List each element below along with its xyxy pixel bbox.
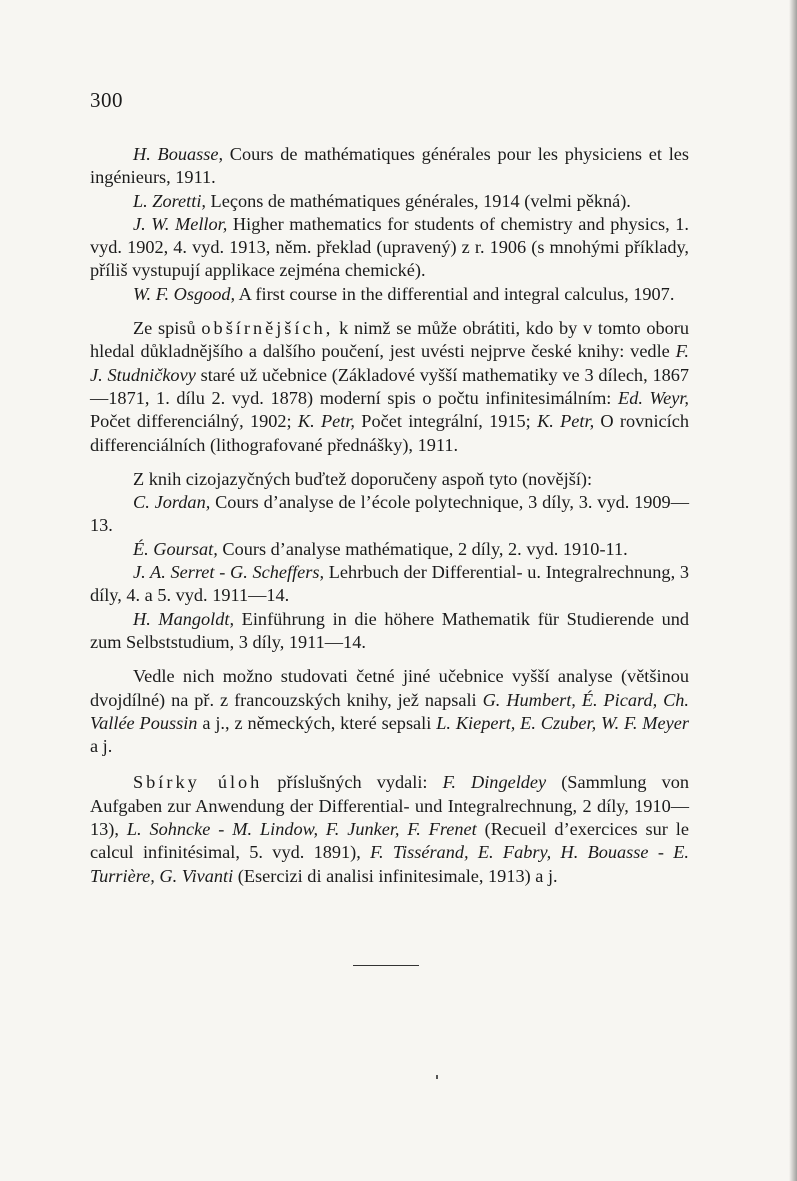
- reference-entry: [90, 491, 689, 538]
- other-textbooks-paragraph: [90, 665, 689, 758]
- author-name: É. Goursat,: [133, 538, 218, 559]
- page-number: 300: [90, 88, 123, 112]
- text-run: (Recueil d’exercices sur le calcul infinitésimal, 5. vyd. 1891),: [90, 819, 689, 863]
- emphasized-word: obšírnějších,: [201, 318, 334, 339]
- czech-books-paragraph: [90, 317, 689, 457]
- author-name: Ed. Weyr,: [618, 387, 689, 408]
- foreign-books-intro: Z knih cizojazyčných buďtež doporučeny aspoň tyto (novější):: [133, 468, 593, 489]
- reference-entry: [90, 608, 689, 655]
- text-run: staré už učebnice (Základové vyšší mathematiky ve 3 dílech, 1867—1871, 1. dílu 2. vyd. 1878) moderní spis o počtu infinitesimálním:: [90, 364, 690, 408]
- reference-entry: [90, 538, 689, 561]
- reference-text: Cours d’analyse de l’école polytechnique, 3 díly, 3. vyd. 1909—13.: [90, 492, 689, 536]
- reference-entry: [90, 190, 689, 213]
- problem-collections-paragraph: [90, 771, 689, 887]
- reference-text: Higher mathematics for students of chemistry and physics, 1. vyd. 1902, 4. vyd. 1913, něm. překlad (upravený) z r. 1906 (s mnohými příklady, příliš vystupují applikace zejména chemické).: [90, 213, 689, 281]
- reference-entry: [90, 561, 689, 608]
- text-run: příslušných vydali:: [262, 772, 443, 793]
- text-run: Počet integrální, 1915;: [354, 411, 538, 432]
- author-name: K. Petr,: [537, 411, 595, 432]
- scan-edge-shadow: [789, 0, 797, 1181]
- author-name: H. Bouasse,: [133, 144, 224, 164]
- author-name: F. J. Studničkovy: [90, 341, 689, 385]
- print-speck: [436, 1075, 438, 1079]
- author-name: J. A. Serret - G. Scheffers,: [133, 562, 325, 583]
- reference-text: Lehrbuch der Differential- u. Integralrechnung, 3 díly, 4. a 5. vyd. 1911—14.: [90, 562, 689, 606]
- author-name: W. F. Osgood,: [133, 283, 236, 304]
- reference-text: Einführung in die höhere Mathematik für Studierende und zum Selbststudium, 3 díly, 1911—14.: [90, 608, 689, 652]
- text-run: Vedle nich možno studovati četné jiné učebnice vyšší analyse (většinou dvojdílné) na př. z francouzských knihy, jež napsali: [90, 666, 689, 710]
- text-run: k nimž se může obrátiti, kdo by v tomto oboru hledal důkladnějšího a dalšího poučení, jest uvésti nejprve české knihy: vedle: [90, 318, 689, 362]
- reference-text: A first course in the differential and integral calculus, 1907.: [235, 283, 675, 304]
- text-run: O rovnicích differenciálních (lithografované přednášky), 1911.: [90, 411, 689, 455]
- author-name: L. Sohncke - M. Lindow, F. Junker, F. Frenet: [126, 819, 477, 840]
- text-run: Ze spisů: [133, 318, 202, 339]
- author-name: G. Humbert, É. Picard, Ch. Vallée Poussin: [90, 689, 690, 733]
- page-body: [90, 143, 689, 888]
- reference-text: Leçons de mathématiques générales, 1914 (velmi pěkná).: [205, 190, 631, 211]
- reference-entry: [90, 213, 689, 283]
- author-name: H. Mangoldt,: [133, 608, 235, 629]
- author-name: L. Kiepert, E. Czuber, W. F. Meyer: [436, 712, 689, 733]
- reference-entry: [90, 143, 689, 190]
- text-run: a j.: [90, 736, 113, 757]
- author-name: C. Jordan,: [133, 492, 211, 513]
- author-name: F. Tissérand, E. Fabry, H. Bouasse - E. Turrière, G. Vivanti: [90, 842, 689, 886]
- text-run: a j., z německých, které sepsali: [197, 712, 437, 733]
- reference-entry: [90, 283, 689, 306]
- author-name: F. Dingeldey: [442, 772, 547, 793]
- reference-text: Cours de mathématiques générales pour les physiciens et les ingénieurs, 1911.: [90, 144, 689, 188]
- text-run: (Esercizi di analisi infinitesimale, 1913) a j.: [233, 865, 558, 886]
- author-name: K. Petr,: [297, 411, 355, 432]
- text-run: (Sammlung von Aufgaben zur Anwendung der Differential- und Integralrechnung, 2 díly, 1910—13),: [90, 772, 690, 840]
- text-run: Počet differenciálný, 1902;: [90, 411, 298, 432]
- author-name: J. W. Mellor,: [133, 213, 228, 234]
- reference-text: Cours d’analyse mathématique, 2 díly, 2. vyd. 1910-11.: [217, 538, 628, 559]
- section-divider: [353, 965, 419, 966]
- author-name: L. Zoretti,: [133, 190, 206, 211]
- emphasized-word: Sbírky úloh: [133, 772, 263, 793]
